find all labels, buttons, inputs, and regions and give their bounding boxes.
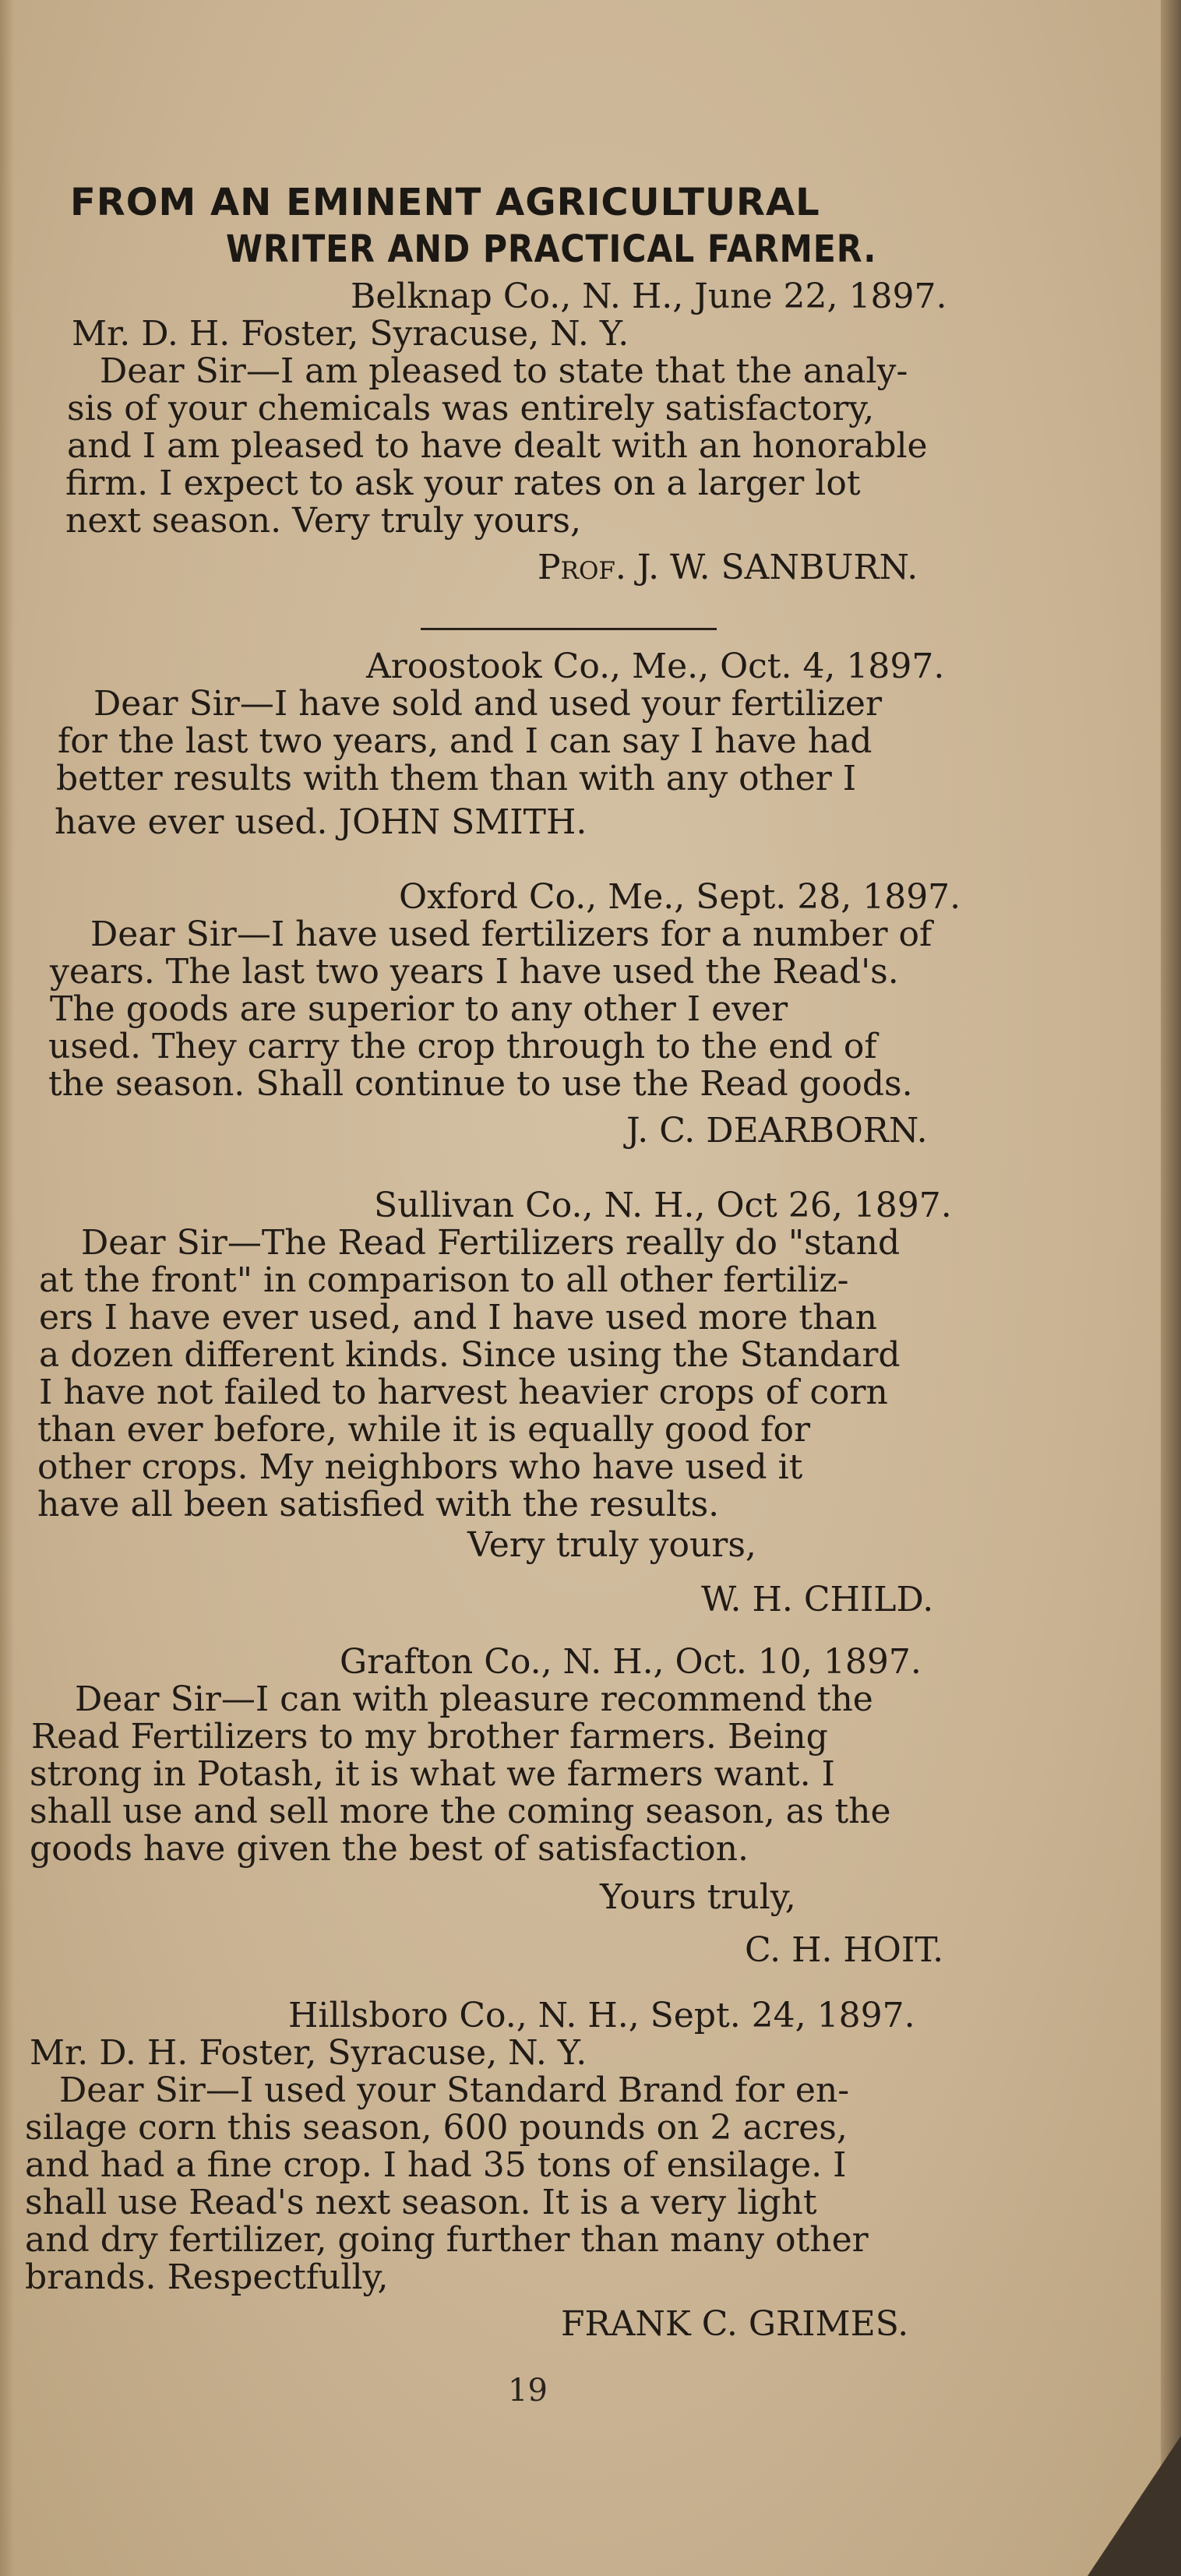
- letter-addressee: Mr. D. H. Foster, Syracuse, N. Y.: [30, 2033, 587, 2073]
- letter-body-line: for the last two years, and I can say I have had: [58, 721, 873, 761]
- page-number: 19: [508, 2373, 548, 2409]
- letter-dateline: Aroostook Co., Me., Oct. 4, 1897.: [366, 647, 945, 686]
- letter-body-line: Dear Sir—I am pleased to state that the analy-: [100, 351, 908, 391]
- letter-body-line: and dry fertilizer, going further than many other: [25, 2220, 869, 2260]
- letter-closing: Very truly yours,: [467, 1525, 756, 1565]
- page-right-edge: [1161, 0, 1181, 2576]
- letter-body-line: shall use and sell more the coming season, as the: [30, 1792, 891, 1831]
- letter-body-line: and I am pleased to have dealt with an honorable: [67, 426, 928, 466]
- letter-body-line: have ever used. JOHN SMITH.: [55, 802, 587, 842]
- letter-body-line: Dear Sir—I used your Standard Brand for en-: [59, 2070, 850, 2110]
- letter-body-line: brands. Respectfully,: [25, 2257, 389, 2297]
- page-corner-shadow: [1088, 2436, 1181, 2576]
- letter-body-line: I have not failed to harvest heavier crops of corn: [39, 1373, 888, 1412]
- letter-body-line: Read Fertilizers to my brother farmers. Being: [31, 1717, 828, 1757]
- heading-line-2: WRITER AND PRACTICAL FARMER.: [226, 227, 877, 271]
- letter-body-line: years. The last two years I have used the Read's.: [50, 952, 899, 992]
- letter-body-line: the season. Shall continue to use the Read goods.: [48, 1064, 913, 1104]
- letter-body-line: strong in Potash, it is what we farmers want. I: [30, 1754, 835, 1794]
- letter-addressee: Mr. D. H. Foster, Syracuse, N. Y.: [72, 314, 629, 354]
- letter-body-line: used. They carry the crop through to the end of: [48, 1027, 877, 1066]
- letter-body-line: have all been satisfied with the results.: [37, 1485, 720, 1524]
- letter-body-line: at the front" in comparison to all other fertiliz-: [39, 1260, 849, 1300]
- letter-body-line: than ever before, while it is equally good for: [37, 1410, 810, 1450]
- letter-dateline: Hillsboro Co., N. H., Sept. 24, 1897.: [288, 1996, 915, 2035]
- letter-signature: W. H. CHILD.: [701, 1580, 934, 1619]
- letter-closing: Yours truly,: [600, 1877, 796, 1917]
- letter-dateline: Sullivan Co., N. H., Oct 26, 1897.: [374, 1186, 952, 1225]
- letter-body-line: Dear Sir—I can with pleasure recommend the: [75, 1679, 873, 1719]
- page-left-edge: [0, 0, 14, 2576]
- letter-body-line: sis of your chemicals was entirely satisfactory,: [67, 389, 875, 428]
- letter-body-line: The goods are superior to any other I ever: [50, 989, 788, 1029]
- letter-signature: J. C. DEARBORN.: [626, 1111, 928, 1151]
- letter-body-line: next season. Very truly yours,: [65, 501, 581, 541]
- letter-dateline: Belknap Co., N. H., June 22, 1897.: [351, 277, 947, 316]
- letter-body-line: shall use Read's next season. It is a very light: [25, 2183, 817, 2222]
- letter-body-line: firm. I expect to ask your rates on a larger lot: [65, 463, 861, 503]
- letter-signature: FRANK C. GRIMES.: [561, 2304, 909, 2344]
- letter-body-line: ers I have ever used, and I have used more than: [39, 1298, 878, 1337]
- letter-body-line: and had a fine crop. I had 35 tons of ensilage. I: [25, 2145, 847, 2185]
- letter-dateline: Grafton Co., N. H., Oct. 10, 1897.: [340, 1642, 922, 1682]
- letter-signature: C. H. HOIT.: [745, 1930, 944, 1970]
- letter-body-line: better results with them than with any other I: [56, 759, 857, 798]
- letter-body-line: goods have given the best of satisfaction.: [30, 1829, 749, 1869]
- section-divider: [421, 628, 717, 630]
- letter-body-line: a dozen different kinds. Since using the Standard: [39, 1335, 901, 1375]
- letter-body-line: Dear Sir—I have used fertilizers for a number of: [90, 914, 932, 954]
- letter-body-line: other crops. My neighbors who have used it: [37, 1447, 803, 1487]
- heading-line-1: FROM AN EMINENT AGRICULTURAL: [70, 181, 820, 224]
- letter-body-line: Dear Sir—I have sold and used your fertilizer: [93, 684, 882, 724]
- letter-dateline: Oxford Co., Me., Sept. 28, 1897.: [399, 877, 961, 917]
- letter-signature: Prof. J. W. SANBURN.: [538, 548, 918, 587]
- letter-body-line: silage corn this season, 600 pounds on 2 acres,: [25, 2108, 848, 2148]
- letter-body-line: Dear Sir—The Read Fertilizers really do "stand: [81, 1223, 901, 1263]
